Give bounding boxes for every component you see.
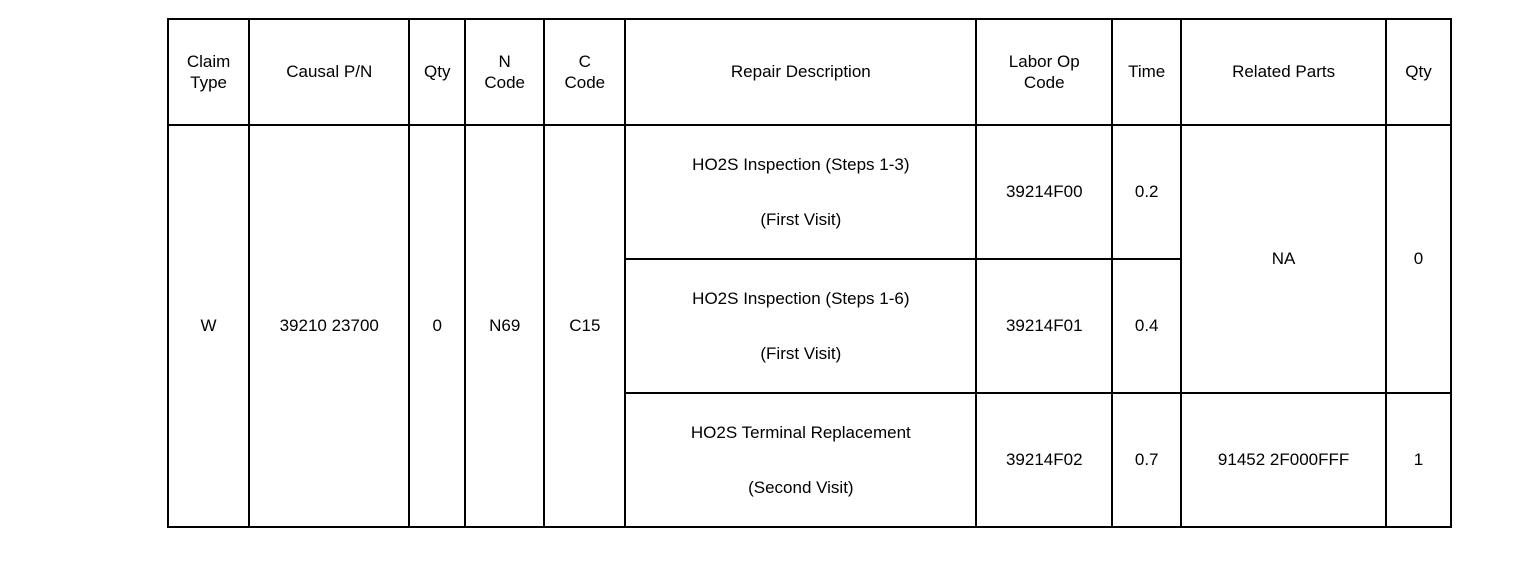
cell-labor-op-code-1: 39214F00	[976, 125, 1112, 259]
column-header-claim-type-line2: Type	[190, 73, 227, 92]
table-row	[168, 125, 1451, 259]
column-header-repair-description-line1: Repair Description	[730, 62, 871, 82]
table-body	[168, 125, 1451, 527]
column-header-time	[1112, 19, 1181, 125]
cell-qty-related-3: 1	[1386, 393, 1451, 527]
cell-time-1: 0.2	[1112, 125, 1181, 259]
cell-c-code: C15	[544, 125, 625, 527]
cell-qty-related-na: 0	[1386, 125, 1451, 393]
cell-n-code: N69	[465, 125, 544, 527]
cell-repair-description-2	[625, 259, 976, 393]
column-header-time-line1: Time	[1128, 62, 1166, 82]
cell-related-parts-na: NA	[1181, 125, 1386, 393]
column-header-c-code	[544, 19, 625, 125]
column-header-n-code-line2: Code	[484, 73, 526, 92]
cell-time-2: 0.4	[1112, 259, 1181, 393]
cell-labor-op-code-2: 39214F01	[976, 259, 1112, 393]
column-header-causal-pn-line1: Causal P/N	[286, 62, 373, 82]
column-header-qty-related	[1386, 19, 1451, 125]
warranty-claim-table	[167, 18, 1452, 528]
cell-repair-description-3	[625, 393, 976, 527]
column-header-related-parts-line1: Related Parts	[1232, 62, 1336, 82]
column-header-n-code-line1: N	[498, 51, 511, 71]
column-header-causal-pn	[249, 19, 409, 125]
column-header-qty-causal	[409, 19, 465, 125]
cell-qty-causal: 0	[409, 125, 465, 527]
cell-time-3: 0.7	[1112, 393, 1181, 527]
repair-description-sub-1: (First Visit)	[760, 210, 842, 229]
cell-related-parts-3: 91452 2F000FFF	[1181, 393, 1386, 527]
cell-claim-type: W	[168, 125, 249, 527]
column-header-c-code-line1: C	[578, 51, 591, 71]
repair-description-sub-3: (Second Visit)	[748, 478, 854, 497]
repair-description-main-3: HO2S Terminal Replacement	[690, 422, 911, 442]
column-header-labor-op-code	[976, 19, 1112, 125]
repair-description-main-1: HO2S Inspection (Steps 1-3)	[692, 154, 910, 174]
repair-description-main-2: HO2S Inspection (Steps 1-6)	[692, 288, 910, 308]
cell-repair-description-1	[625, 125, 976, 259]
repair-description-sub-2: (First Visit)	[760, 344, 842, 363]
column-header-labor-op-code-line1: Labor Op	[1008, 51, 1080, 71]
table-header-row	[168, 19, 1451, 125]
column-header-qty-causal-line1: Qty	[424, 62, 451, 82]
column-header-claim-type-line1: Claim	[186, 51, 231, 71]
cell-causal-pn: 39210 23700	[249, 125, 409, 527]
table-header	[168, 19, 1451, 125]
column-header-c-code-line2: Code	[564, 73, 606, 92]
column-header-qty-related-line1: Qty	[1405, 62, 1432, 82]
column-header-claim-type	[168, 19, 249, 125]
cell-labor-op-code-3: 39214F02	[976, 393, 1112, 527]
column-header-repair-description	[625, 19, 976, 125]
column-header-n-code	[465, 19, 544, 125]
column-header-labor-op-code-line2: Code	[1023, 73, 1065, 92]
column-header-related-parts	[1181, 19, 1386, 125]
